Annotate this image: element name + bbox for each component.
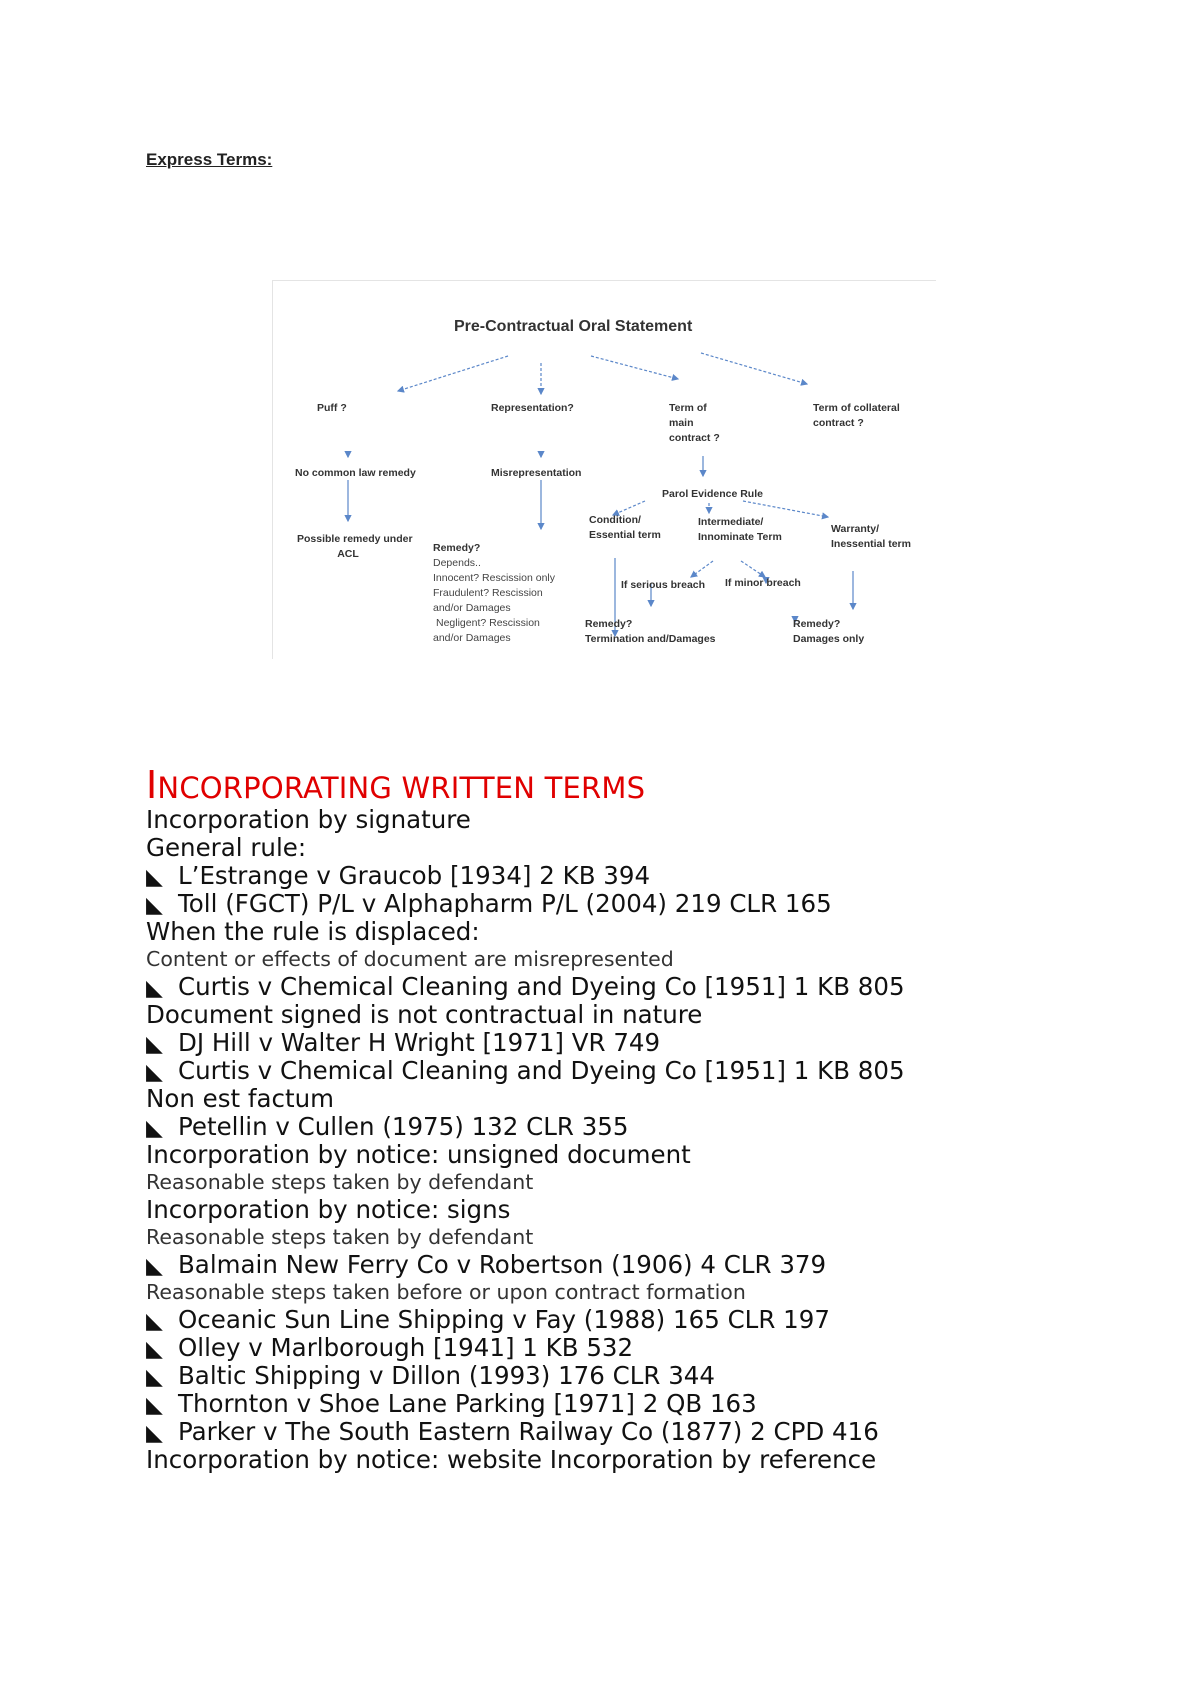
notes-content xyxy=(146,806,1146,1474)
page-heading: Express Terms: xyxy=(146,150,273,169)
flowchart-diagram xyxy=(272,280,936,659)
line-text: Petellin v Cullen (1975) 132 CLR 355 xyxy=(178,1112,629,1141)
case-citation xyxy=(146,973,1146,1001)
line-text: Reasonable steps taken by defendant xyxy=(146,1225,534,1249)
case-citation xyxy=(146,1251,1146,1279)
node-representation: Representation? xyxy=(491,402,574,414)
node-parol-evidence-rule: Parol Evidence Rule xyxy=(662,488,763,500)
line-text: Curtis v Chemical Cleaning and Dyeing Co [1951] 1 KB 805 xyxy=(178,972,905,1001)
line-text: Non est factum xyxy=(146,1084,334,1113)
node-remedy-rep-6: Negligent? Rescission xyxy=(436,617,540,629)
case-citation xyxy=(146,1390,1146,1418)
node-condition-1: Condition/ xyxy=(589,514,641,526)
line-text: General rule: xyxy=(146,833,307,862)
line-text: Parker v The South Eastern Railway Co (1877) 2 CPD 416 xyxy=(178,1417,879,1446)
node-warranty-1: Warranty/ xyxy=(831,523,880,535)
node-term-main-2: main xyxy=(669,417,694,429)
line-text: Balmain New Ferry Co v Robertson (1906) 4 CLR 379 xyxy=(178,1250,827,1279)
case-citation xyxy=(146,1113,1146,1141)
node-remedy-rep-5: and/or Damages xyxy=(433,602,511,614)
line-text: Incorporation by notice: signs xyxy=(146,1195,511,1224)
node-possible-remedy-1: Possible remedy under xyxy=(297,533,413,545)
subnote-line xyxy=(146,1224,1146,1251)
diagram-arrows xyxy=(348,353,853,636)
section-title-rest: NCORPORATING WRITTEN TERMS xyxy=(157,771,646,805)
node-remedy-term-1: Remedy? xyxy=(585,618,633,630)
node-remedy-rep-1: Remedy? xyxy=(433,542,481,554)
line-text: Oceanic Sun Line Shipping v Fay (1988) 165 CLR 197 xyxy=(178,1305,830,1334)
clapper-board-icon: ◣ xyxy=(146,1337,163,1362)
heading-line xyxy=(146,1196,1146,1224)
clapper-board-icon: ◣ xyxy=(146,1060,163,1085)
node-serious-breach: If serious breach xyxy=(621,579,706,591)
node-remedy-term-2: Termination and/Damages xyxy=(585,633,716,645)
node-intermediate-1: Intermediate/ xyxy=(698,516,764,528)
node-puff: Puff ? xyxy=(317,402,347,414)
node-collateral-1: Term of collateral xyxy=(813,402,900,414)
node-condition-2: Essential term xyxy=(589,529,661,541)
clapper-board-icon: ◣ xyxy=(146,976,163,1001)
line-text: Content or effects of document are misrepresented xyxy=(146,947,674,971)
clapper-board-icon: ◣ xyxy=(146,865,163,890)
line-text: Curtis v Chemical Cleaning and Dyeing Co [1951] 1 KB 805 xyxy=(178,1056,905,1085)
clapper-board-icon: ◣ xyxy=(146,893,163,918)
heading-line xyxy=(146,1141,1146,1169)
diagram-title: Pre-Contractual Oral Statement xyxy=(454,318,693,335)
subnote-line xyxy=(146,1279,1146,1306)
line-text: Reasonable steps taken by defendant xyxy=(146,1170,534,1194)
case-citation xyxy=(146,1362,1146,1390)
line-text: Olley v Marlborough [1941] 1 KB 532 xyxy=(178,1333,634,1362)
node-remedy-rep-7: and/or Damages xyxy=(433,632,511,644)
line-text: Baltic Shipping v Dillon (1993) 176 CLR 344 xyxy=(178,1361,715,1390)
heading-line xyxy=(146,1446,1146,1474)
node-remedy-rep-4: Fraudulent? Rescission xyxy=(433,587,543,599)
clapper-board-icon: ◣ xyxy=(146,1032,163,1057)
node-term-main-1: Term of xyxy=(669,402,707,414)
node-collateral-2: contract ? xyxy=(813,417,864,429)
line-text: When the rule is displaced: xyxy=(146,917,480,946)
line-text: Incorporation by notice: website Incorporation by reference xyxy=(146,1445,877,1474)
case-citation xyxy=(146,1306,1146,1334)
node-remedy-rep-2: Depends.. xyxy=(433,557,481,569)
case-citation xyxy=(146,862,1146,890)
node-remedy-warranty-2: Damages only xyxy=(793,633,865,645)
node-remedy-rep-3: Innocent? Rescission only xyxy=(433,572,555,584)
case-citation xyxy=(146,1334,1146,1362)
line-text: Document signed is not contractual in nature xyxy=(146,1000,703,1029)
section-title-initial: I xyxy=(146,763,158,807)
subnote-line xyxy=(146,946,1146,973)
clapper-board-icon: ◣ xyxy=(146,1116,163,1141)
subnote-line xyxy=(146,1169,1146,1196)
line-text: DJ Hill v Walter H Wright [1971] VR 749 xyxy=(178,1028,661,1057)
node-warranty-2: Inessential term xyxy=(831,538,911,550)
heading-line xyxy=(146,806,1146,834)
node-remedy-warranty-1: Remedy? xyxy=(793,618,841,630)
line-text: Incorporation by signature xyxy=(146,805,471,834)
line-text: L’Estrange v Graucob [1934] 2 KB 394 xyxy=(178,861,651,890)
heading-line xyxy=(146,1001,1146,1029)
node-term-main-3: contract ? xyxy=(669,432,720,444)
clapper-board-icon: ◣ xyxy=(146,1309,163,1334)
heading-line xyxy=(146,1085,1146,1113)
node-no-common-law: No common law remedy xyxy=(295,467,416,479)
case-citation xyxy=(146,890,1146,918)
line-text: Incorporation by notice: unsigned document xyxy=(146,1140,691,1169)
node-minor-breach: If minor breach xyxy=(725,577,801,589)
section-title xyxy=(146,763,646,807)
node-possible-remedy-2: ACL xyxy=(337,548,359,560)
line-text: Thornton v Shoe Lane Parking [1971] 2 QB 163 xyxy=(178,1389,757,1418)
case-citation xyxy=(146,1029,1146,1057)
line-text: Reasonable steps taken before or upon contract formation xyxy=(146,1280,746,1304)
case-citation xyxy=(146,1057,1146,1085)
node-misrepresentation: Misrepresentation xyxy=(491,467,582,479)
case-citation xyxy=(146,1418,1146,1446)
heading-line xyxy=(146,918,1146,946)
clapper-board-icon: ◣ xyxy=(146,1254,163,1279)
node-intermediate-2: Innominate Term xyxy=(698,531,782,543)
line-text: Toll (FGCT) P/L v Alphapharm P/L (2004) 219 CLR 165 xyxy=(178,889,832,918)
clapper-board-icon: ◣ xyxy=(146,1393,163,1418)
heading-line xyxy=(146,834,1146,862)
clapper-board-icon: ◣ xyxy=(146,1365,163,1390)
clapper-board-icon: ◣ xyxy=(146,1421,163,1446)
